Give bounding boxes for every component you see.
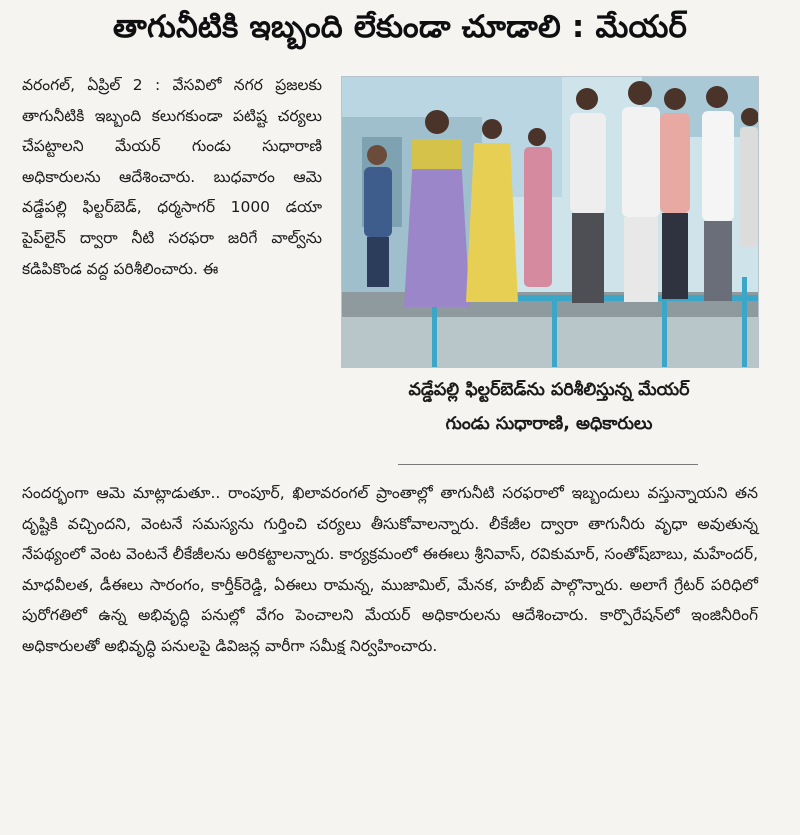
caption-divider [398,464,698,465]
body-paragraph: సందర్భంగా ఆమె మాట్లాడుతూ.. రాంపూర్‌, ఖిలావరంగల్‌ ప్రాంతాల్లో తాగునీటి సరఫరాలో ఇబ్బందులు వస్తున్నాయని తన దృష్టికి వచ్చిందని, వెంటనే సమస్యను గుర్తించి చర్యలు తీసుకోవాలన్నారు. లీకేజీల ద్వారా తాగునీరు వృధా అవుతున్న నేపథ్యంలో వెంట వెంటనే లీకేజీలను అరికట్టాలన్నారు. కార్యక్రమంలో ఈఈలు శ్రీనివాస్‌, రవికుమార్‌, సంతోష్‌బాబు, మహేందర్‌, మాధవీలత, డీఈలు సారంగం, కార్తీక్‌రెడ్డి, ఏఈలు రామన్న, ముజామిల్‌, మేనక, హబీబ్‌ పాల్గొన్నారు. అలాగే గ్రేటర్‌ పరిధిలో పురోగతిలో ఉన్న అభివృద్ధి పనుల్లో వేగం పెంచాలని మేయర్‌ అధికారులను ఆదేశించారు. కార్పొరేషన్‌లో ఇంజినీరింగ్‌ అధికారులతో అభివృద్ధి పనులపై డివిజన్ల వారీగా సమీక్ష నిర్వహించారు. [22,484,758,655]
photo-caption [341,373,757,441]
body-text [22,478,758,662]
photo-illustration [342,77,758,367]
intro-column [22,70,322,284]
photo-caption-line-1: వడ్డేపల్లి ఫిల్టర్‌బెడ్‌ను పరిశీలిస్తున్న మేయర్‌ [408,380,690,400]
photo-caption-line-2: గుండు సుధారాణి, అధికారులు [445,414,653,434]
news-photo [341,76,759,368]
headline: తాగునీటికి ఇబ్బంది లేకుండా చూడాలి : మేయర్ [112,8,688,45]
intro-paragraph: వరంగల్‌, ఏప్రిల్‌ 2 : వేసవిలో నగర ప్రజలకు తాగునీటికి ఇబ్బంది కలుగకుండా పటిష్ట చర్యలు చేపట్టాలని మేయర్‌ గుండు సుధారాణి అధికారులను ఆదేశించారు. బుధవారం ఆమె వడ్డేపల్లి ఫిల్టర్‌బెడ్‌, ధర్మసాగర్‌ 1000 డయా పైప్‌లైన్‌ ద్వారా నీటి సరఫరా జరిగే వాల్వ్‌ను కడిపికొండ వద్ద పరిశీలించారు. ఈ [22,76,322,278]
